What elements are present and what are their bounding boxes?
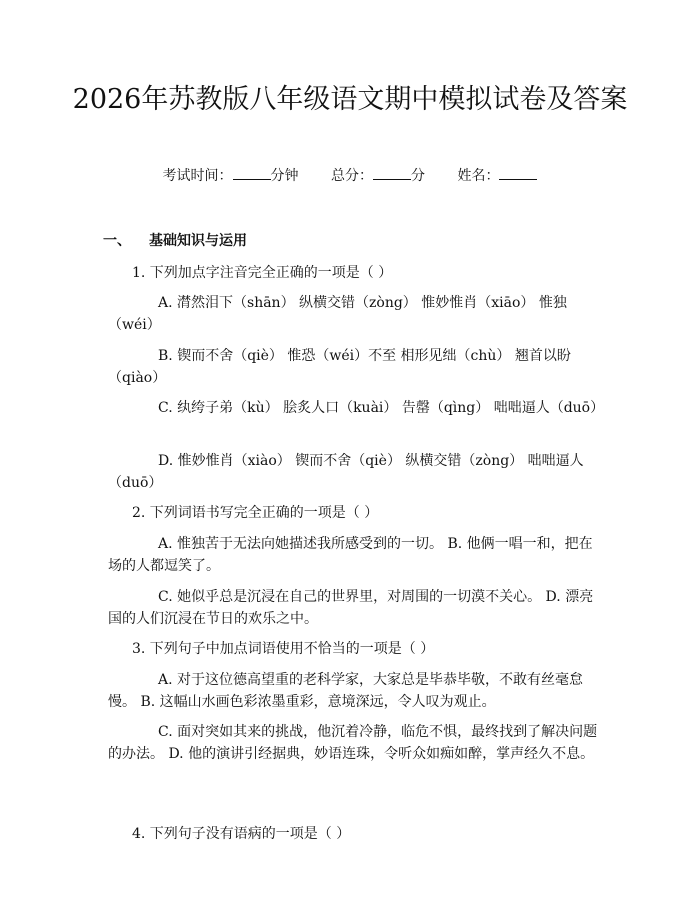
question-stem: 3. 下列句子中加点词语使用不恰当的一项是（ ）	[132, 641, 435, 657]
score-field: 总分： 分	[331, 168, 425, 184]
option-text: A. 对于这位德高望重的老科学家，大家总是毕恭毕敬，不敢有丝毫怠慢。 B. 这幅山水画色彩浓墨重彩，意境深远，令人叹为观止。	[108, 672, 584, 710]
score-blank[interactable]	[373, 167, 411, 180]
option-text: C. 她似乎总是沉浸在自己的世界里，对周围的一切漠不关心。 D. 漂亮国的人们沉浸在节日的欢乐之中。	[108, 589, 594, 627]
option-text: A. 惟独苦于无法向她描述我所感受到的一切。 B. 他俩一唱一和，把在场的人都逗笑了。	[108, 536, 593, 574]
time-blank[interactable]	[233, 167, 271, 180]
option-text: C. 面对突如其来的挑战，他沉着冷静，临危不惧，最终找到了解决问题的办法。 D. 他的演讲引经据典，妙语连珠，令听众如痴如醉，掌声经久不息。	[108, 724, 598, 762]
option-text: B. 锲而不舍（qiè） 惟恐（wéi）不至 相形见绌（chù） 翘首以盼（qiào）	[108, 348, 571, 386]
question-stem: 1. 下列加点字注音完全正确的一项是（ ）	[132, 265, 393, 281]
section-heading	[103, 230, 247, 250]
section-title: 基础知识与运用	[149, 233, 247, 249]
question-stem: 4. 下列句子没有语病的一项是（ ）	[132, 826, 351, 842]
name-field: 姓名：	[457, 168, 537, 184]
time-field: 考试时间： 分钟	[162, 168, 299, 184]
section-number: 一、	[103, 233, 131, 249]
option-text: C. 纨绔子弟（kù） 脍炙人口（kuài） 告罄（qìng） 咄咄逼人（duō）	[158, 400, 605, 416]
option-text: A. 潸然泪下（shān） 纵横交错（zòng） 惟妙惟肖（xiāo） 惟独（wéi）	[108, 295, 567, 333]
exam-title: 2026年苏教版八年级语文期中模拟试卷及答案	[72, 84, 628, 115]
exam-meta-line	[0, 165, 700, 185]
option-text: D. 惟妙惟肖（xiào） 锲而不舍（qiè） 纵横交错（zòng） 咄咄逼人（duō）	[108, 453, 584, 491]
name-blank[interactable]	[499, 167, 537, 180]
question-stem: 2. 下列词语书写完全正确的一项是（ ）	[132, 505, 379, 521]
